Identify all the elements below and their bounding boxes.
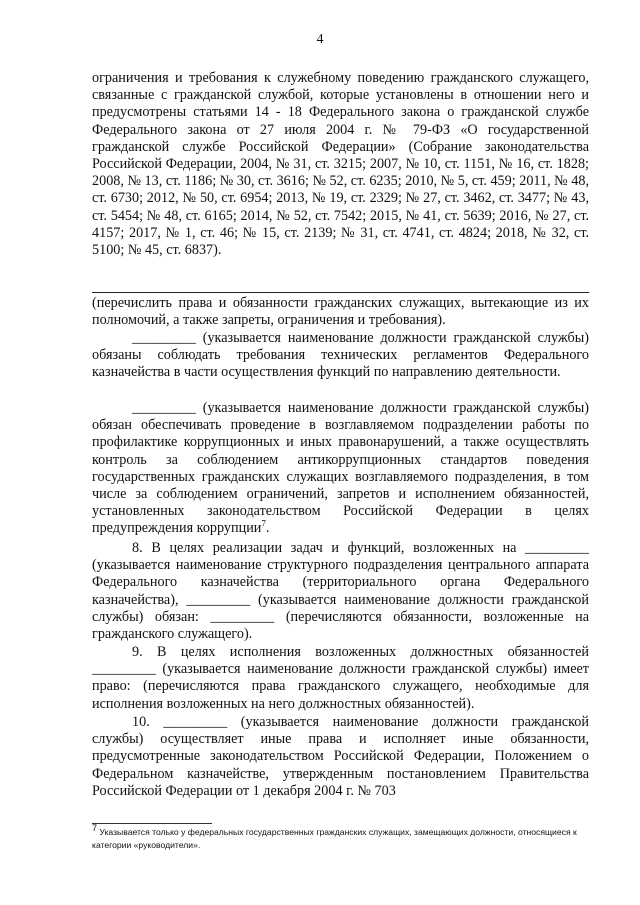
footnote-separator [92,823,212,824]
footnote-reference: 7 [261,518,266,529]
footnote [92,823,589,852]
paragraph-intro [92,70,589,259]
fill-in-line [92,292,589,293]
paragraph-corruption-wrap: _________ (указывается наименование должности гражданской службы) обязан обеспечивать проведение в возглавляемом подразделении работы по профилактике коррупционных и иных правонарушений, а также осуществлять контроль за соблюдением антикоррупционных стандартов поведения государственных гражданских служащих возглавляемого подразделения, в том числе за соблюдением ограничений, запретов и исполнением обязанностей, установленных законодательством Российской Федерации в целях предупреждения коррупции$^7$. [92,400,589,537]
paragraph-10 [92,714,589,800]
footnote-text: Указывается только у федеральных государственных гражданских служащих, замещающих должности, относящиеся к категории «руководители». [92,827,577,850]
paragraph-9 [92,644,589,713]
paragraph-rights-hint [92,295,589,329]
paragraph-10-text: 10. _________ (указывается наименование должности гражданской службы) осуществляет иные права и исполняет иные обязанности, предусмотренные законодательством Российской Федерации, Положением о Федеральном казначействе, утвержденным постановлением Правительства Российской Федерации от 1 декабря 2004 г. № 703 [92,714,589,799]
page-number: 4 [316,32,324,47]
paragraph-rights-hint-text: (перечислить права и обязанности гражданских служащих, вытекающие из их полномочий, а также запреты, ограничения и требования). [92,295,589,329]
paragraph-intro-text: ограничения и требования к служебному поведению гражданского служащего, связанные с гражданской службой, которые установлены в отношении него и предусмотрены статьями 14 - 18 Федерального закона о гражданской службе Федерального закона от 27 июля 2004 г. № 79-ФЗ «О государственной гражданской службе Российской Федерации» (Собрание законодательства Российской Федерации, 2004, № 31, ст. 3215; 2007, № 10, ст. 1151, № 16, ст. 1828; 2008, № 13, ст. 1186; № 30, ст. 3616; № 52, ст. 6235; 2010, № 5, ст. 459; 2011, № 48, ст. 6730; 2012, № 50, ст. 6954; 2013, № 19, ст. 2329; № 27, ст. 3462, ст. 3477; № 43, ст. 5454; № 48, ст. 6165; 2014, № 52, ст. 7542; 2015, № 41, ст. 5639; 2016, № 27, ст. 4157; 2017, № 1, ст. 46; № 15, ст. 2139; № 31, ст. 4741, ст. 4824; 2018, № 32, ст. 5100; № 45, ст. 6837). [92,70,589,259]
paragraph-8 [92,540,589,643]
paragraph-8-text: 8. В целях реализации задач и функций, возложенных на _________ (указывается наименование структурного подразделения центрального аппарата Федерального казначейства (территориального органа Федерального казначейства), _________ (указывается наименование должности гражданской службы) обязан: _________ (перечисляются обязанности, возложенные на гражданского служащего). [92,540,589,643]
footnote-number: 7 [92,823,98,834]
paragraph-regulations-text: _________ (указывается наименование должности гражданской службы) обязаны соблюдать требования технических регламентов Федерального казначейства в части осуществления функций по направлению деятельности. [92,330,589,381]
paragraph-corruption-text: _________ (указывается наименование должности гражданской службы) обязан обеспечивать проведение в возглавляемом подразделении работы по профилактике коррупционных и иных правонарушений, а также осуществлять контроль за соблюдением антикоррупционных стандартов поведения государственных гражданских служащих возглавляемого подразделения, в том числе за соблюдением ограничений, запретов и исполнением обязанностей, установленных законодательством Российской Федерации в целях предупреждения коррупции [92,400,589,537]
paragraph-regulations [92,330,589,382]
paragraph-9-text: 9. В целях исполнения возложенных должностных обязанностей _________ (указывается наименование должности гражданской службы) имеет право: (перечисляются права гражданского служащего, необходимые для исполнения возложенных на него должностных обязанностей). [92,644,589,712]
paragraph-corruption [92,400,589,538]
